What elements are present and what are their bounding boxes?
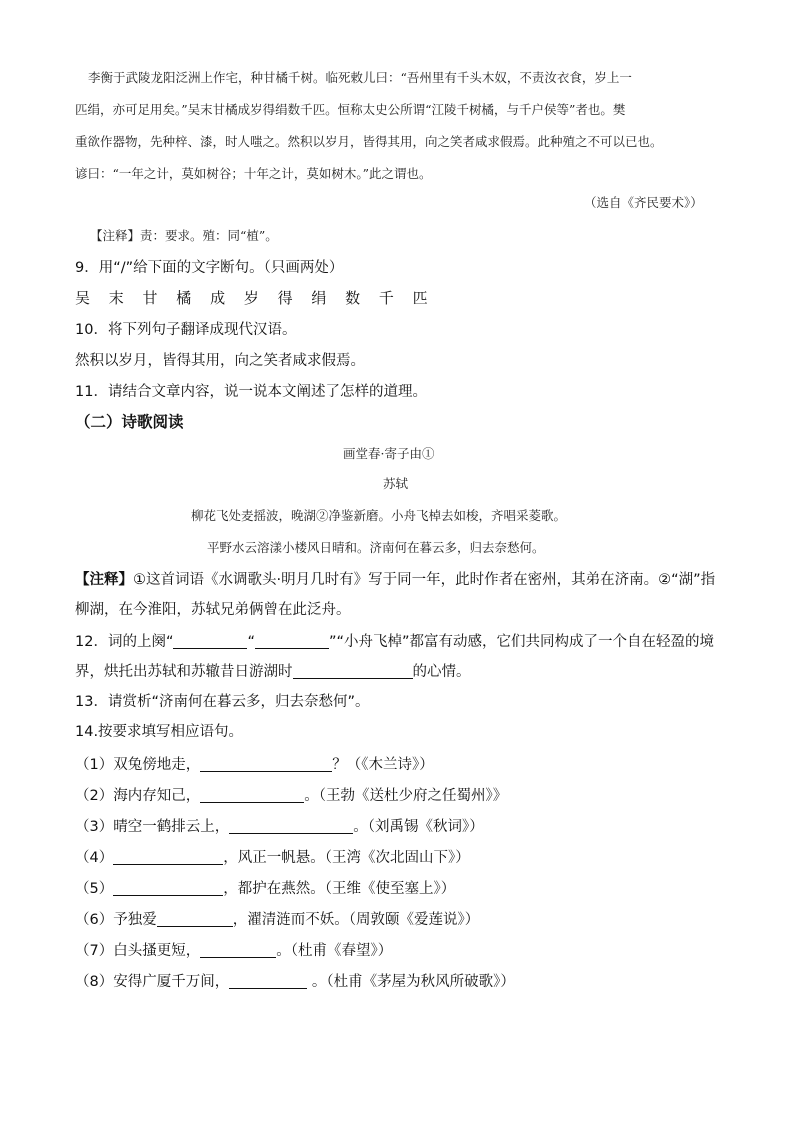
fill-item-1	[75, 753, 434, 774]
fill-item-before: 安得广厦千万间，	[113, 974, 230, 990]
fill-item-num: （4）	[75, 850, 114, 866]
fill-item-num: （2）	[75, 788, 114, 804]
passage-line-2: 匹绢，亦可足用矣。”吴末甘橘成岁得绢数千匹。恒称太史公所谓“江陵千树橘，与千户侯等”者也。樊	[75, 102, 626, 117]
fill-item-before: 海内存知己，	[113, 788, 201, 804]
fill-item-num: （3）	[75, 819, 114, 835]
fill-item-4	[75, 846, 470, 867]
poem-note-text-1: ①这首词语《水调歌头·明月几时有》写于同一年，此时作者在密州，其弟在济南。②“湖”指	[133, 572, 716, 588]
fill-item-num: （8）	[75, 974, 114, 990]
poem-note-label: 【注释】	[75, 572, 133, 588]
answer-blank-12a[interactable]	[173, 634, 247, 649]
question-12-mid1: “	[247, 634, 255, 650]
fill-item-before: 白头搔更短，	[113, 943, 201, 959]
fill-item-before: 双兔傍地走，	[113, 757, 201, 773]
fill-item-3	[75, 815, 484, 836]
poem-line-1: 柳花飞处麦摇波，晚湖②净鉴新磨。小舟飞棹去如梭，齐唱采菱歌。	[191, 508, 567, 523]
fill-item-num: （5）	[75, 881, 114, 897]
fill-item-before: 予独爱	[113, 912, 157, 928]
question-11: 11．请结合文章内容，说一说本文阐述了怎样的道理。	[75, 384, 427, 400]
poem-line-2: 平野水云溶漾小楼风日晴和。济南何在暮云多，归去奈愁何。	[207, 540, 545, 555]
fill-item-after: ？（《木兰诗》）	[332, 757, 434, 773]
question-12-line-2	[75, 660, 471, 681]
answer-blank-14-5[interactable]	[113, 881, 223, 896]
fill-item-2	[75, 784, 507, 805]
section-title-poetry: （二）诗歌阅读	[75, 413, 184, 431]
passage-line-4: 谚曰：“一年之计，莫如树谷；十年之计，莫如树木。”此之谓也。	[75, 166, 432, 181]
answer-blank-12b[interactable]	[255, 634, 329, 649]
fill-item-5	[75, 877, 455, 898]
answer-blank-12c[interactable]	[293, 664, 413, 679]
answer-blank-14-2[interactable]	[200, 788, 304, 803]
fill-item-6	[75, 908, 479, 929]
answer-blank-14-8[interactable]	[229, 974, 307, 989]
poem-author: 苏轼	[383, 476, 409, 491]
fill-item-num: （6）	[75, 912, 114, 928]
fill-item-before: 晴空一鹤排云上，	[113, 819, 230, 835]
answer-blank-14-3[interactable]	[229, 819, 353, 834]
fill-item-after: ，都护在燕然。（王维《使至塞上》）	[223, 881, 456, 897]
question-10: 10．将下列句子翻译成现代汉语。	[75, 322, 297, 338]
fill-item-after: 。（刘禹锡《秋词》）	[353, 819, 484, 835]
poem-note-line-1	[75, 568, 715, 589]
passage-source: （选自《齐民要术》）	[584, 195, 703, 210]
passage-line-3: 重欲作器物，先种梓、漆，时人嗤之。然积以岁月，皆得其用，向之笑者咸求假焉。此种殖之不可以已也。	[75, 134, 663, 149]
question-12-line2-prefix: 界，烘托出苏轼和苏辙昔日游湖时	[75, 664, 293, 680]
question-13: 13．请赏析“济南何在暮云多，归去奈愁何”。	[75, 694, 370, 710]
passage-line-1: 李衡于武陵龙阳泛洲上作宅，种甘橘千树。临死敕儿曰：“吾州里有千头木奴，不责汝衣食，岁上一	[88, 70, 632, 85]
question-12-line2-suffix: 的心情。	[412, 664, 471, 680]
fill-item-after: 。（杜甫《春望》）	[276, 943, 393, 959]
fill-item-after: 。（王勃《送杜少府之任蜀州》》	[304, 788, 508, 804]
fill-item-7	[75, 939, 392, 960]
question-9: 9．用“/”给下面的文字断句。（只画两处）	[75, 260, 344, 276]
question-14-title: 14.按要求填写相应语句。	[75, 724, 244, 740]
answer-blank-14-7[interactable]	[200, 943, 276, 958]
fill-item-num: （1）	[75, 757, 114, 773]
fill-item-8	[75, 970, 515, 991]
poem-title: 画堂春·寄子由①	[343, 446, 435, 461]
fill-item-after: ，濯清涟而不妖。（周敦颐《爱莲说》）	[232, 912, 480, 928]
question-9-text: 吴 末 甘 橘 成 岁 得 绢 数 千 匹	[75, 289, 435, 307]
answer-blank-14-4[interactable]	[113, 850, 223, 865]
answer-blank-14-1[interactable]	[200, 757, 332, 772]
poem-note-line-2: 柳湖，在今淮阳，苏轼兄弟俩曾在此泛舟。	[75, 602, 351, 618]
passage-note: 【注释】责：要求。殖：同“植”。	[90, 228, 278, 243]
question-12-prefix: 12．词的上阕“	[75, 634, 174, 650]
answer-blank-14-6[interactable]	[157, 912, 233, 927]
question-12-mid2: ”“小舟飞棹”都富有动感，它们共同构成了一个自在轻盈的境	[328, 634, 715, 650]
question-10-sentence: 然积以岁月，皆得其用，向之笑者咸求假焉。	[75, 353, 365, 369]
question-12-line-1	[75, 630, 714, 651]
fill-item-after: ，风正一帆悬。（王湾《次北固山下》）	[223, 850, 470, 866]
fill-item-after: 。（杜甫《茅屋为秋风所破歌》）	[307, 974, 515, 990]
fill-item-num: （7）	[75, 943, 114, 959]
